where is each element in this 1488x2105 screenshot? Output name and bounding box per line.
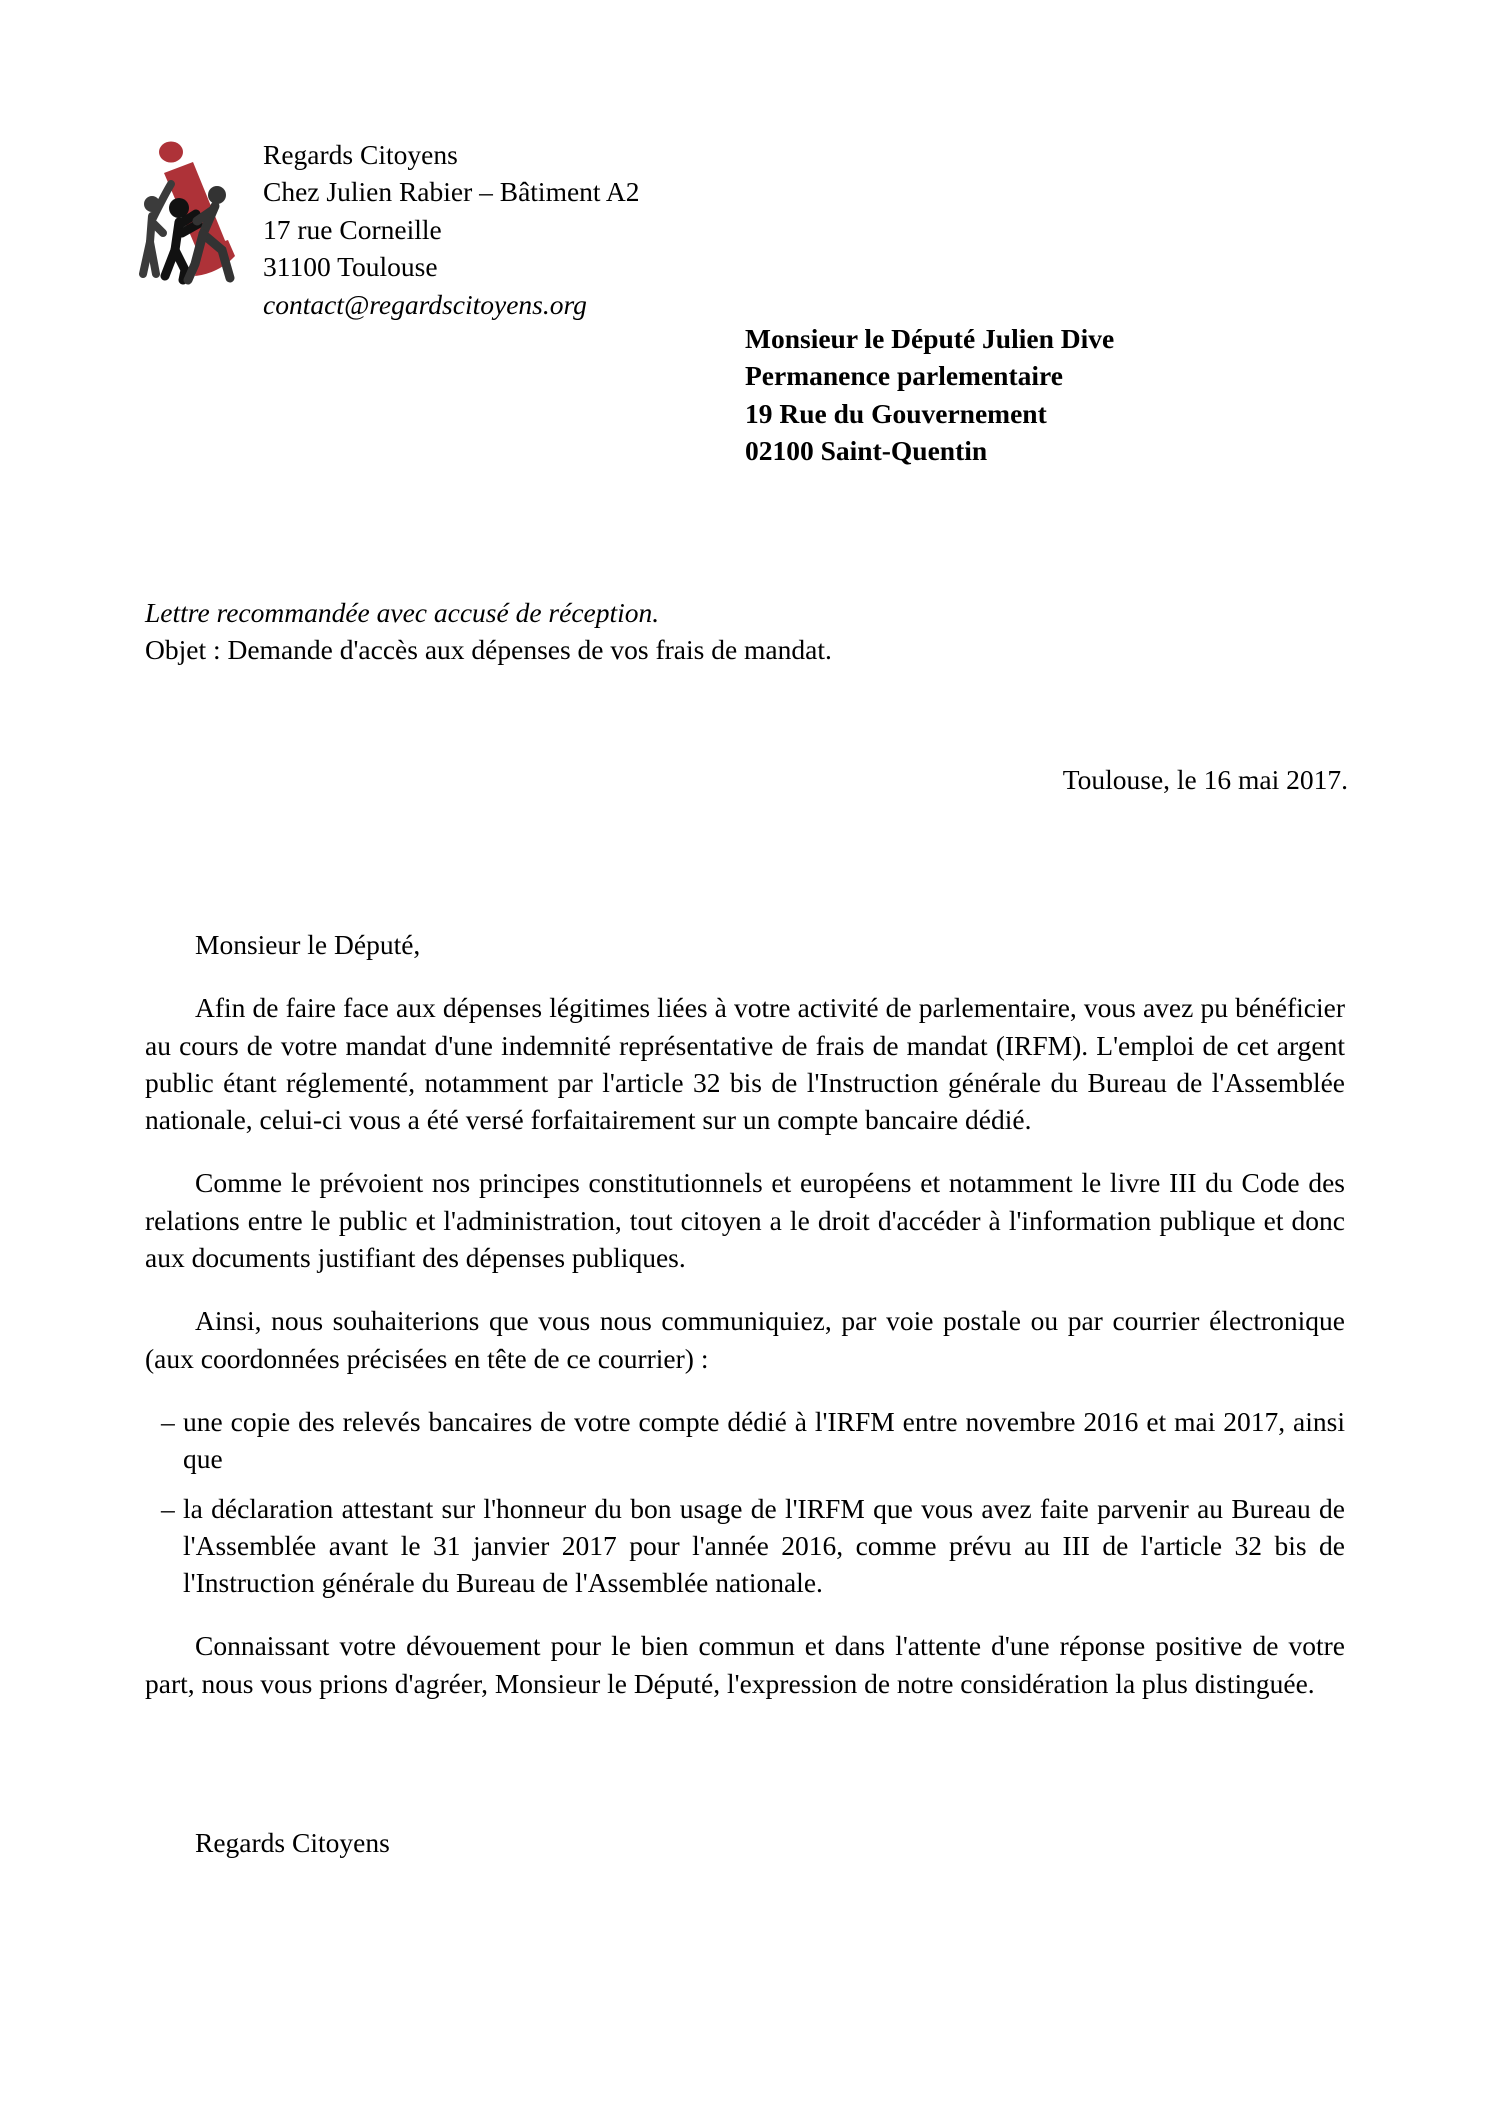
demand-list <box>145 1403 1345 1601</box>
list-item-text: la déclaration attestant sur l'honneur du bon usage de l'IRFM que vous avez faite parvenir au Bureau de l'Assemblée avant le 31 janvier 2017 pour l'année 2016, comme prévu au III de l'article 32 bis de l'Instruction générale du Bureau de l'Assemblée nationale. <box>183 1492 1345 1599</box>
salutation: Monsieur le Député, <box>195 929 421 960</box>
dateline: Toulouse, le 16 mai 2017. <box>1062 764 1348 795</box>
list-item <box>161 1490 1345 1602</box>
recipient-name: Monsieur le Député Julien Dive <box>745 323 1115 354</box>
list-dash-marker: – <box>161 1492 175 1524</box>
signature: Regards Citoyens <box>195 1827 390 1859</box>
logo-i-dot <box>159 142 183 163</box>
reference-block <box>145 594 832 669</box>
registered-mail-notice: Lettre recommandée avec accusé de réception. <box>145 597 660 628</box>
regards-citoyens-logo <box>138 138 250 288</box>
body-paragraph-3: Ainsi, nous souhaiterions que vous nous communiquiez, par voie postale ou par courrier électronique (aux coordonnées précisées en tête de ce courrier) : <box>145 1305 1345 1374</box>
sender-address-line: 17 rue Corneille <box>263 213 442 245</box>
list-dash-marker: – <box>161 1405 175 1437</box>
sender-address-line: 31100 Toulouse <box>263 251 438 283</box>
sender-name: Regards Citoyens <box>263 139 458 170</box>
body-paragraph-2: Comme le prévoient nos principes constitutionnels et européens et notamment le livre III du Code des relations entre le public et l'administration, tout citoyen a le droit d'accéder à l'information publique et donc aux documents justifiant des dépenses publiques. <box>145 1167 1345 1274</box>
subject-line: Objet : Demande d'accès aux dépenses de vos frais de mandat. <box>145 634 832 666</box>
list-item <box>161 1403 1345 1478</box>
sender-email: contact@regardscitoyens.org <box>263 288 587 320</box>
letter-body <box>145 926 1345 1889</box>
sender-address-line: Chez Julien Rabier – Bâtiment A2 <box>263 176 640 208</box>
sender-block <box>263 136 640 323</box>
recipient-address-line: 02100 Saint-Quentin <box>745 435 988 467</box>
body-paragraph-1: Afin de faire face aux dépenses légitimes liées à votre activité de parlementaire, vous avez pu bénéficier au cours de votre mandat d'une indemnité représentative de frais de mandat (IRFM). L'emploi de cet argent public étant réglementé, notamment par l'article 32 bis de l'Instruction générale du Bureau de l'Assemblée nationale, celui-ci vous a été versé forfaitairement sur un compte bancaire dédié. <box>145 992 1345 1136</box>
closing-paragraph: Connaissant votre dévouement pour le bien commun et dans l'attente d'une réponse positive de votre part, nous vous prions d'agréer, Monsieur le Député, l'expression de notre considération la plus distinguée. <box>145 1630 1345 1699</box>
regards-citoyens-logo-icon <box>138 138 250 288</box>
recipient-address-line: 19 Rue du Gouvernement <box>745 397 1047 429</box>
list-item-text: une copie des relevés bancaires de votre compte dédié à l'IRFM entre novembre 2016 et mai 2017, ainsi que <box>183 1405 1345 1475</box>
recipient-block <box>745 320 1114 470</box>
recipient-address-line: Permanence parlementaire <box>745 360 1063 392</box>
